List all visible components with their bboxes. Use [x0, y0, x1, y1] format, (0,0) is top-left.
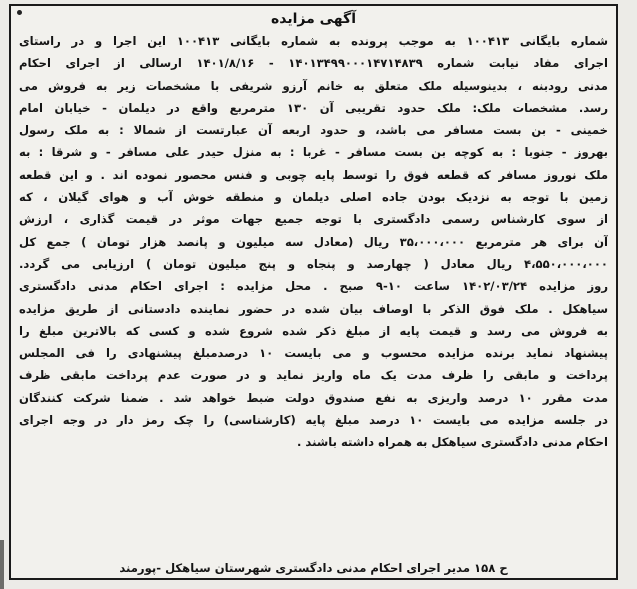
scan-edge-shadow [0, 540, 4, 589]
notice-line: پیشنهاد نماید برنده مزایده محسوب و می بایست ۱۰ درصدمبلغ پیشنهادی را فی المجلس [19, 346, 608, 361]
notice-line: احکام مدنی دادگستری سیاهکل به همراه داشته باشند . [296, 435, 608, 450]
notice-line: ملک نوروز مسافر که قطعه فوق را توسط پایه چوبی و فنس محصور نموده اند . و این قطعه [19, 167, 608, 182]
notice-title: آگهی مزایده [270, 11, 356, 27]
notice-signature: ح ۱۵۸ مدیر اجرای احکام مدنی دادگستری شهرستان سیاهکل -پورمند [119, 561, 508, 575]
notice-line: زمین با توجه به نزدیک بودن جاده اصلی دیلمان و منطقه خوش آب و هوای گیلان ، که [19, 190, 608, 205]
notice-line: به فروش می رسد و قیمت پایه از مبلغ ذکر شده شروع شده و کسی که بالاترین مبلغ را [19, 323, 608, 338]
notice-line: اجرای مفاد نیابت شماره ۱۴۰۱۳۴۹۹۰۰۰۱۴۷۱۴۸۳۹ - ۱۴۰۱/۸/۱۶ ارسالی از اجرای احکام [19, 56, 608, 71]
notice-line: بهروز - جنوبا : به کوچه بن بست مسافر - غربا : به منزل حیدر علی مسافر - و شرقا : به [19, 145, 608, 160]
notice-line: خمینی - بن بست مسافر می باشد، و حدود اربعه آن عبارتست از شمالا : به ملک رسول [19, 123, 608, 138]
notice-line: رسد. مشخصات ملک: ملک حدود تقریبی آن ۱۳۰ مترمربع واقع در دیلمان - خیابان امام [19, 100, 608, 115]
notice-line: مدت مقرر ۱۰ درصد واریزی به نفع صندوق دولت ضبط خواهد شد . ضمنا شرکت کنندگان [19, 390, 608, 405]
notice-line: در جلسه مزایده می بایست ۱۰ درصد مبلغ پایه (کارشناسی) را چک رمز دار در وجه اجرای [19, 413, 608, 428]
notice-line: مدنی رودبنه ، بدینوسیله ملک متعلق به خانم آرزو شریفی با مشخصات زیر به فروش می [19, 78, 608, 93]
notice-line: از سوی کارشناس رسمی دادگستری با توجه جمیع جهات موثر در قیمت گذاری ، ارزش [19, 212, 608, 227]
notice-line: پرداخت و مابقی را ظرف مدت یک ماه واریز نماید و در صورت عدم پرداخت مابقی ظرف [19, 368, 608, 383]
notice-body [19, 30, 608, 454]
notice-line: سیاهکل . ملک فوق الذکر با اوصاف بیان شده در حضور نماینده دادستانی از طریق مزایده [19, 301, 608, 316]
notice-line: آن برای هر مترمربع ۳۵،۰۰۰،۰۰۰ ریال (معادل سه میلیون و پانصد هزار تومان ) جمع کل [19, 234, 608, 249]
notice-line: شماره بایگانی ۱۰۰۴۱۳ به موجب پرونده به شماره بایگانی ۱۰۰۴۱۳ این اجرا و در راستای [19, 34, 608, 48]
notice-line: ۴،۵۵۰،۰۰۰،۰۰۰ ریال معادل ( چهارصد و پنجاه و پنج میلیون تومان ) ارزیابی می گردد. [19, 256, 608, 271]
notice-frame [9, 4, 618, 580]
notice-line: روز مزایده ۱۴۰۲/۰۳/۲۴ ساعت ۱۰-۹ صبح . محل مزایده : اجرای احکام مدنی دادگستری [19, 279, 608, 294]
